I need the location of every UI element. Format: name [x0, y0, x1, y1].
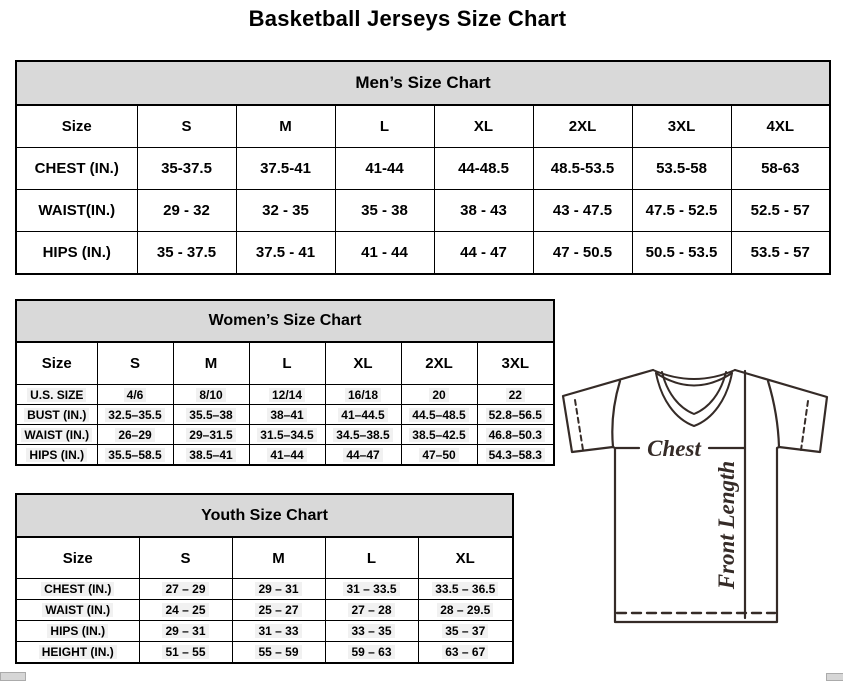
mens-col-header: L	[335, 105, 434, 148]
mens-size-chart-table	[15, 60, 831, 275]
mens-col-header: 2XL	[533, 105, 632, 148]
youth-cell: 27 – 29	[139, 579, 232, 600]
youth-row-label: CHEST (IN.)	[16, 579, 139, 600]
jersey-right-cuff-stitch	[801, 401, 808, 450]
jersey-right-seam	[768, 381, 779, 447]
womens-cell: 31.5–34.5	[249, 425, 325, 445]
youth-col-header: L	[325, 537, 418, 579]
youth-row-label: WAIST (IN.)	[16, 600, 139, 621]
mens-cell: 58-63	[731, 148, 830, 190]
womens-cell: 16/18	[325, 385, 401, 405]
womens-cell: 20	[401, 385, 477, 405]
womens-cell: 44.5–48.5	[401, 405, 477, 425]
mens-cell: 44 - 47	[434, 232, 533, 275]
womens-cell: 4/6	[97, 385, 173, 405]
mens-cell: 52.5 - 57	[731, 190, 830, 232]
jersey-left-seam	[612, 381, 620, 447]
womens-col-header: S	[97, 342, 173, 385]
mens-cell: 29 - 32	[137, 190, 236, 232]
youth-chest-row	[16, 579, 513, 600]
womens-col-header: L	[249, 342, 325, 385]
womens-cell: 46.8–50.3	[477, 425, 554, 445]
mens-col-header: Size	[16, 105, 137, 148]
womens-cell: 54.3–58.3	[477, 445, 554, 466]
womens-cell: 41–44	[249, 445, 325, 466]
womens-row-label: WAIST (IN.)	[16, 425, 97, 445]
youth-cell: 31 – 33.5	[325, 579, 418, 600]
mens-cell: 37.5 - 41	[236, 232, 335, 275]
youth-hips-row	[16, 621, 513, 642]
jersey-vneck-outer	[656, 373, 732, 426]
youth-cell: 27 – 28	[325, 600, 418, 621]
mens-chart-header-row	[16, 105, 830, 148]
womens-row-label: BUST (IN.)	[16, 405, 97, 425]
youth-col-header: XL	[418, 537, 513, 579]
mens-hips-row	[16, 232, 830, 275]
mens-chart-title: Men’s Size Chart	[16, 61, 830, 105]
mens-cell: 38 - 43	[434, 190, 533, 232]
youth-cell: 51 – 55	[139, 642, 232, 664]
womens-cell: 22	[477, 385, 554, 405]
mens-cell: 44-48.5	[434, 148, 533, 190]
mens-cell: 47.5 - 52.5	[632, 190, 731, 232]
womens-cell: 26–29	[97, 425, 173, 445]
mens-waist-row	[16, 190, 830, 232]
womens-hips-row	[16, 445, 554, 466]
womens-cell: 34.5–38.5	[325, 425, 401, 445]
youth-col-header: Size	[16, 537, 139, 579]
womens-bust-row	[16, 405, 554, 425]
womens-cell: 41–44.5	[325, 405, 401, 425]
mens-cell: 50.5 - 53.5	[632, 232, 731, 275]
mens-cell: 53.5 - 57	[731, 232, 830, 275]
youth-row-label: HIPS (IN.)	[16, 621, 139, 642]
chest-label: Chest	[647, 436, 701, 461]
youth-cell: 28 – 29.5	[418, 600, 513, 621]
womens-chart-title: Women’s Size Chart	[16, 300, 554, 342]
womens-row-label: U.S. SIZE	[16, 385, 97, 405]
womens-col-header: 2XL	[401, 342, 477, 385]
mens-cell: 37.5-41	[236, 148, 335, 190]
youth-chart-title: Youth Size Chart	[16, 494, 513, 537]
mens-cell: 32 - 35	[236, 190, 335, 232]
youth-waist-row	[16, 600, 513, 621]
womens-col-header: 3XL	[477, 342, 554, 385]
womens-us-size-row	[16, 385, 554, 405]
mens-cell: 41-44	[335, 148, 434, 190]
womens-cell: 32.5–35.5	[97, 405, 173, 425]
mens-cell: 35 - 38	[335, 190, 434, 232]
mens-cell: 48.5-53.5	[533, 148, 632, 190]
mens-row-label: WAIST(IN.)	[16, 190, 137, 232]
mens-row-label: CHEST (IN.)	[16, 148, 137, 190]
womens-col-header: M	[173, 342, 249, 385]
youth-cell: 33.5 – 36.5	[418, 579, 513, 600]
womens-chart-header-row	[16, 342, 554, 385]
womens-cell: 52.8–56.5	[477, 405, 554, 425]
womens-cell: 38–41	[249, 405, 325, 425]
mens-chart-caption-row	[16, 61, 830, 105]
womens-chart-caption-row	[16, 300, 554, 342]
womens-cell: 44–47	[325, 445, 401, 466]
womens-col-header: XL	[325, 342, 401, 385]
womens-row-label: HIPS (IN.)	[16, 445, 97, 466]
womens-waist-row	[16, 425, 554, 445]
womens-cell: 8/10	[173, 385, 249, 405]
youth-cell: 63 – 67	[418, 642, 513, 664]
womens-cell: 12/14	[249, 385, 325, 405]
youth-size-chart-table	[15, 493, 514, 664]
youth-cell: 31 – 33	[232, 621, 325, 642]
youth-col-header: M	[232, 537, 325, 579]
jersey-outline	[563, 370, 827, 622]
mens-cell: 41 - 44	[335, 232, 434, 275]
jersey-measurement-diagram	[556, 362, 840, 628]
mens-chest-row	[16, 148, 830, 190]
youth-cell: 33 – 35	[325, 621, 418, 642]
womens-col-header: Size	[16, 342, 97, 385]
mens-col-header: 4XL	[731, 105, 830, 148]
youth-chart-header-row	[16, 537, 513, 579]
mens-cell: 47 - 50.5	[533, 232, 632, 275]
page-title: Basketball Jerseys Size Chart	[248, 6, 567, 31]
youth-col-header: S	[139, 537, 232, 579]
mens-col-header: M	[236, 105, 335, 148]
mens-row-label: HIPS (IN.)	[16, 232, 137, 275]
jersey-left-cuff-stitch	[575, 400, 583, 450]
womens-cell: 47–50	[401, 445, 477, 466]
mens-col-header: XL	[434, 105, 533, 148]
youth-height-row	[16, 642, 513, 664]
womens-cell: 29–31.5	[173, 425, 249, 445]
mens-col-header: 3XL	[632, 105, 731, 148]
mens-cell: 43 - 47.5	[533, 190, 632, 232]
mens-cell: 35-37.5	[137, 148, 236, 190]
mens-cell: 53.5-58	[632, 148, 731, 190]
youth-chart-caption-row	[16, 494, 513, 537]
front-length-label: Front Length	[714, 460, 739, 590]
womens-cell: 38.5–42.5	[401, 425, 477, 445]
youth-cell: 24 – 25	[139, 600, 232, 621]
horizontal-scrollbar-left-fragment[interactable]	[0, 672, 26, 681]
youth-row-label: HEIGHT (IN.)	[16, 642, 139, 664]
womens-cell: 35.5–38	[173, 405, 249, 425]
youth-cell: 35 – 37	[418, 621, 513, 642]
horizontal-scrollbar-right-fragment[interactable]	[826, 673, 843, 681]
youth-cell: 59 – 63	[325, 642, 418, 664]
womens-size-chart-table	[15, 299, 555, 466]
mens-cell: 35 - 37.5	[137, 232, 236, 275]
mens-col-header: S	[137, 105, 236, 148]
youth-cell: 25 – 27	[232, 600, 325, 621]
womens-cell: 35.5–58.5	[97, 445, 173, 466]
youth-cell: 29 – 31	[232, 579, 325, 600]
womens-cell: 38.5–41	[173, 445, 249, 466]
youth-cell: 29 – 31	[139, 621, 232, 642]
youth-cell: 55 – 59	[232, 642, 325, 664]
